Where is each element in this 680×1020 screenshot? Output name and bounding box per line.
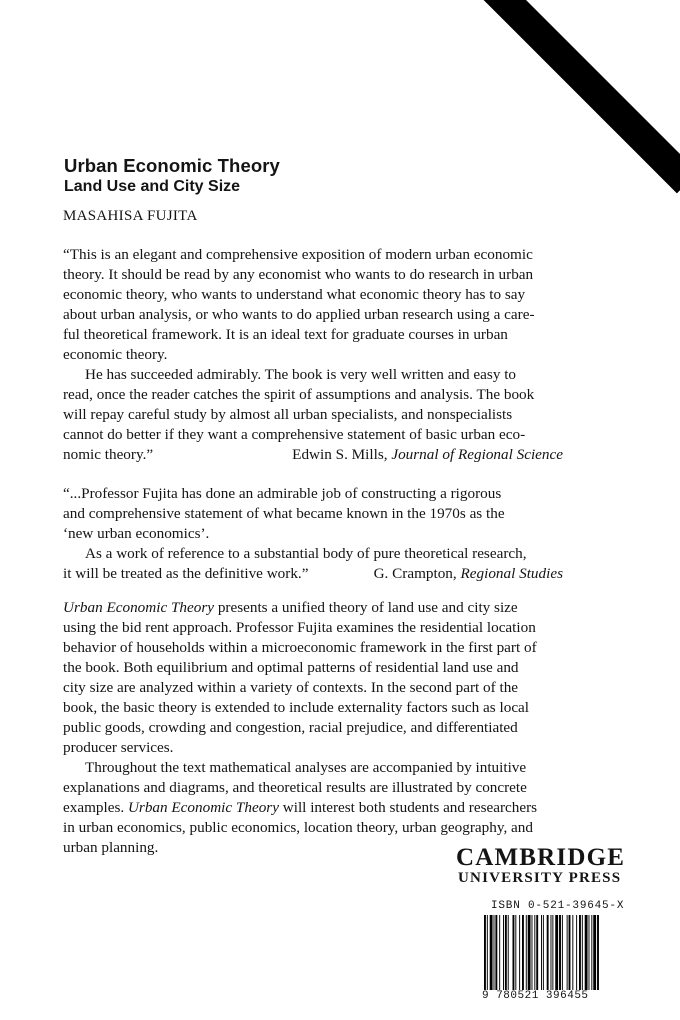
barcode-bar (541, 915, 542, 995)
review-line: ‘new urban economics’. (63, 525, 210, 542)
barcode-bar (555, 915, 558, 995)
review-line: economic theory. (63, 346, 168, 363)
review-closing-line (63, 564, 563, 584)
barcode-bar (519, 915, 520, 995)
reviewer-name: Edwin S. Mills, (292, 446, 392, 463)
review-line: it will be treated as the definitive work.” (63, 565, 309, 582)
review-line: read, once the reader catches the spirit of assumptions and analysis. The book (63, 386, 535, 403)
description-text: will interest both students and researchers (278, 799, 538, 816)
description-line: public goods, crowding and congestion, racial prejudice, and differentiated (63, 719, 518, 736)
book-title: Urban Economic Theory (64, 155, 280, 176)
description-line: city size are analyzed within a variety of contexts. In the second part of the (63, 679, 519, 696)
description-line (63, 798, 563, 818)
publisher-press: UNIVERSITY PRESS (458, 870, 622, 886)
book-author: MASAHISA FUJITA (63, 208, 198, 224)
barcode-bar (515, 915, 516, 995)
barcode-bar (526, 915, 527, 995)
barcode-bar (551, 915, 552, 995)
description-line: using the bid rent approach. Professor Fujita examines the residential location (63, 619, 536, 636)
review-crampton (63, 484, 563, 584)
barcode-bar (522, 915, 524, 995)
barcode-bar (567, 915, 568, 995)
description-line: producer services. (63, 739, 174, 756)
barcode-bar (484, 915, 486, 995)
description-text: presents a unified theory of land use and city size (214, 599, 518, 616)
barcode-bar (591, 915, 592, 995)
review-line: theory. It should be read by any economist who wants to do research in urban (63, 266, 534, 283)
barcode-bar (495, 915, 497, 995)
review-line: As a work of reference to a substantial body of pure theoretical research, (85, 545, 527, 562)
review-line: will repay careful study by almost all urban specialists, and nonspecialists (63, 406, 513, 423)
description-line: in urban economics, public economics, location theory, urban geography, and (63, 819, 533, 836)
review-attribution (292, 445, 563, 465)
review-line: nomic theory.” (63, 446, 154, 463)
barcode-bar (487, 915, 488, 995)
book-description (63, 598, 563, 858)
isbn-label: ISBN 0-521-39645-X (491, 900, 625, 912)
description-line: book, the basic theory is extended to include externality factors such as local (63, 699, 530, 716)
description-line: urban planning. (63, 839, 159, 856)
barcode-digits: 9 780521 396455 (482, 990, 642, 1002)
description-line: the book. Both equilibrium and optimal patterns of residential land use and (63, 659, 519, 676)
barcode-bar (499, 915, 500, 995)
description-title-ref: Urban Economic Theory (63, 599, 215, 616)
description-line: explanations and diagrams, and theoretical results are illustrated by concrete (63, 779, 527, 796)
barcode-bar (528, 915, 531, 995)
review-line: “...Professor Fujita has done an admirable job of constructing a rigorous (63, 485, 502, 502)
diagonal-black-band (465, 0, 680, 193)
review-mills (63, 245, 563, 465)
barcode-bar (508, 915, 509, 995)
review-closing-line (63, 445, 563, 465)
barcode-bar (569, 915, 571, 995)
barcode-bar (534, 915, 535, 995)
review-line: economic theory, who wants to understand what economic theory has to say (63, 286, 526, 303)
review-line: ful theoretical framework. It is an ideal text for graduate courses in urban (63, 326, 508, 343)
barcode-bar (513, 915, 515, 995)
barcode-bar (494, 915, 495, 995)
barcode-bar (503, 915, 504, 995)
barcode-bar (532, 915, 533, 995)
review-line: He has succeeded admirably. The book is very well written and easy to (85, 366, 517, 383)
barcode-bar (589, 915, 590, 995)
review-line: cannot do better if they want a comprehensive statement of basic urban eco- (63, 426, 526, 443)
description-text: examples. (63, 799, 128, 816)
barcode-bar (547, 915, 549, 995)
barcode-bar (552, 915, 553, 995)
publisher-logo: CAMBRIDGE (456, 844, 626, 871)
barcode-bar (543, 915, 544, 995)
barcode-bar (579, 915, 581, 995)
barcode-bar (597, 915, 599, 995)
barcode-bar (593, 915, 596, 995)
review-source: Regional Studies (460, 565, 563, 582)
review-line: about urban analysis, or who wants to do applied urban research using a care- (63, 306, 535, 323)
barcode-bar (562, 915, 563, 995)
review-source: Journal of Regional Science (391, 446, 563, 463)
reviewer-name: G. Crampton, (373, 565, 461, 582)
review-line: “This is an elegant and comprehensive exposition of modern urban economic (63, 246, 533, 263)
barcode-bar (490, 915, 493, 995)
barcode (482, 915, 642, 995)
book-subtitle: Land Use and City Size (64, 178, 241, 195)
barcode-bar (536, 915, 538, 995)
barcode-bar (505, 915, 507, 995)
barcode-bar (572, 915, 573, 995)
barcode-bar (576, 915, 577, 995)
review-attribution (374, 564, 563, 584)
barcode-bar (585, 915, 588, 995)
description-title-ref: Urban Economic Theory (127, 799, 279, 816)
barcode-bar (559, 915, 561, 995)
description-line (63, 598, 563, 618)
description-line: behavior of households within a microeconomic framework in the first part of (63, 639, 537, 656)
description-line: Throughout the text mathematical analyses are accompanied by intuitive (85, 759, 527, 776)
barcode-bar (582, 915, 583, 995)
review-line: and comprehensive statement of what became known in the 1970s as the (63, 505, 505, 522)
